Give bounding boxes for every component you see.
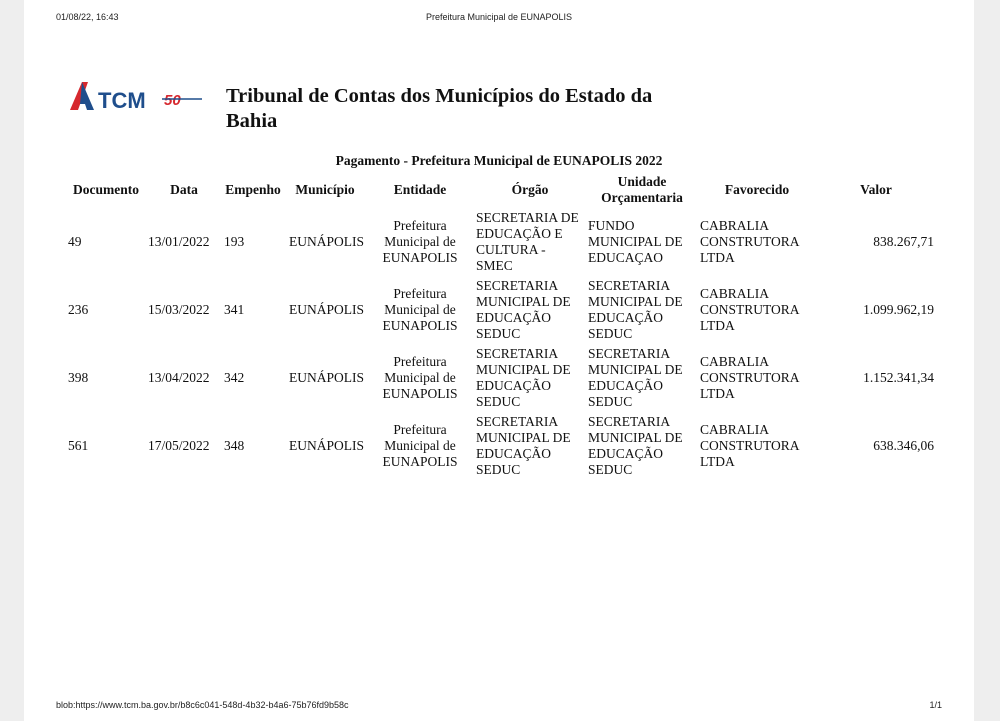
cell-entidade: Prefeitura Municipal de EUNAPOLIS [382, 422, 458, 469]
cell-orgao: SECRETARIA MUNICIPAL DE EDUCAÇÃO SEDUC [476, 414, 571, 477]
cell-empenho: 193 [224, 234, 245, 249]
col-favorecido: Favorecido [724, 182, 790, 197]
table-row [66, 412, 936, 480]
cell-municipio: EUNÁPOLIS [288, 234, 364, 249]
cell-favorecido: CABRALIA CONSTRUTORA LTDA [700, 218, 799, 265]
printed-page [24, 0, 974, 721]
cell-entidade: Prefeitura Municipal de EUNAPOLIS [382, 218, 458, 265]
cell-entidade: Prefeitura Municipal de EUNAPOLIS [382, 286, 458, 333]
col-empenho: Empenho [225, 182, 281, 197]
print-page-count: 1/1 [929, 700, 942, 710]
table-row [66, 344, 936, 412]
print-url: blob:https://www.tcm.ba.gov.br/b8c6c041-548d-4b32-b4a6-75b76fd9b58c [56, 700, 349, 710]
cell-municipio: EUNÁPOLIS [288, 370, 364, 385]
col-municipio: Município [295, 182, 355, 197]
cell-unidade: SECRETARIA MUNICIPAL DE EDUCAÇÃO SEDUC [588, 346, 683, 409]
report-title: Pagamento - Prefeitura Municipal de EUNAPOLIS 2022 [335, 153, 663, 168]
cell-municipio: EUNÁPOLIS [288, 438, 364, 453]
cell-valor: 1.152.341,34 [863, 370, 934, 385]
col-documento: Documento [73, 182, 139, 197]
cell-orgao: SECRETARIA MUNICIPAL DE EDUCAÇÃO SEDUC [476, 278, 571, 341]
print-page-title: Prefeitura Municipal de EUNAPOLIS [425, 12, 573, 22]
svg-text:TCM: TCM [98, 88, 146, 113]
cell-empenho: 341 [224, 302, 245, 317]
col-data: Data [170, 182, 198, 197]
col-orgao: Órgão [511, 182, 549, 197]
print-timestamp: 01/08/22, 16:43 [56, 12, 119, 22]
cell-empenho: 342 [224, 370, 245, 385]
cell-documento: 398 [68, 370, 89, 385]
cell-favorecido: CABRALIA CONSTRUTORA LTDA [700, 422, 799, 469]
cell-valor: 838.267,71 [873, 234, 934, 249]
col-unidade: Unidade Orçamentaria [601, 174, 683, 205]
cell-unidade: SECRETARIA MUNICIPAL DE EDUCAÇÃO SEDUC [588, 414, 683, 477]
cell-data: 15/03/2022 [148, 302, 210, 317]
cell-documento: 561 [68, 438, 89, 453]
cell-data: 13/01/2022 [148, 234, 210, 249]
org-title: Tribunal de Contas dos Municípios do Estado da Bahia [226, 85, 653, 132]
cell-empenho: 348 [224, 438, 245, 453]
cell-orgao: SECRETARIA MUNICIPAL DE EDUCAÇÃO SEDUC [476, 346, 571, 409]
cell-orgao: SECRETARIA DE EDUCAÇÃO E CULTURA - SMEC [476, 210, 579, 273]
cell-unidade: FUNDO MUNICIPAL DE EDUCAÇAO [588, 218, 683, 265]
cell-favorecido: CABRALIA CONSTRUTORA LTDA [700, 354, 799, 401]
cell-municipio: EUNÁPOLIS [288, 302, 364, 317]
cell-data: 13/04/2022 [148, 370, 210, 385]
cell-documento: 49 [68, 234, 82, 249]
cell-unidade: SECRETARIA MUNICIPAL DE EDUCAÇÃO SEDUC [588, 278, 683, 341]
col-valor: Valor [860, 182, 892, 197]
cell-valor: 638.346,06 [873, 438, 934, 453]
cell-favorecido: CABRALIA CONSTRUTORA LTDA [700, 286, 799, 333]
cell-entidade: Prefeitura Municipal de EUNAPOLIS [382, 354, 458, 401]
table-header-row [66, 172, 936, 208]
cell-valor: 1.099.962,19 [863, 302, 934, 317]
svg-text:50: 50 [164, 92, 181, 109]
cell-data: 17/05/2022 [148, 438, 210, 453]
cell-documento: 236 [68, 302, 89, 317]
col-entidade: Entidade [393, 182, 447, 197]
tcm-logo-icon [68, 78, 208, 114]
payments-table [66, 172, 936, 480]
table-row [66, 208, 936, 276]
table-row [66, 276, 936, 344]
